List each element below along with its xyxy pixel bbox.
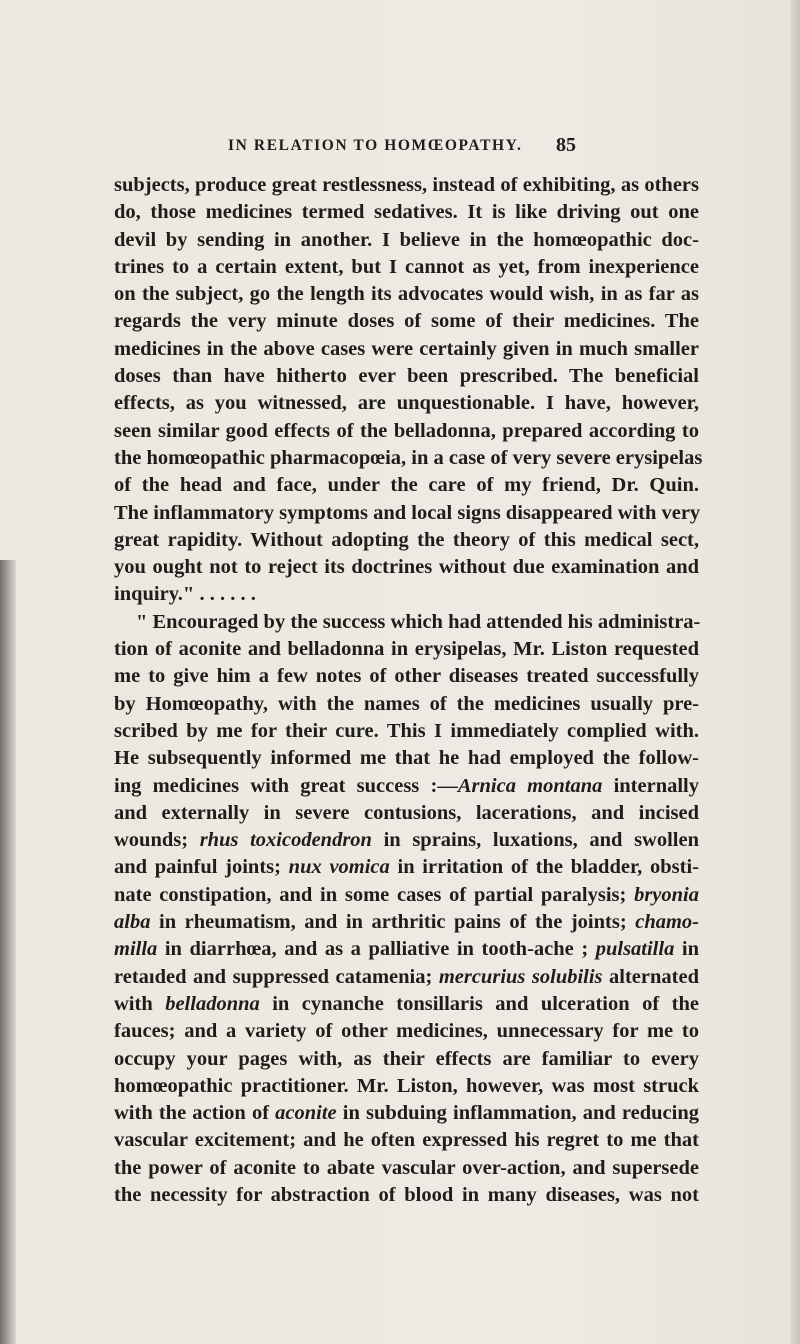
italic-term: nux vomica bbox=[288, 856, 390, 879]
text-segment: The inflammatory symptoms and local signs disappeared with very bbox=[114, 501, 701, 524]
italic-term: pulsatilla bbox=[595, 938, 675, 961]
text-line bbox=[114, 1155, 699, 1182]
text-segment: alternated bbox=[602, 965, 699, 988]
text-segment: in sprains, luxations, and swollen bbox=[371, 829, 699, 852]
text-line bbox=[114, 854, 699, 881]
text-line bbox=[114, 390, 699, 417]
text-segment: nate constipation, and in some cases of partial paralysis; bbox=[114, 883, 635, 906]
text-segment: in cynanche tonsillaris and ulceration of the bbox=[259, 992, 699, 1015]
text-line bbox=[114, 336, 699, 363]
text-line bbox=[114, 445, 703, 472]
text-line bbox=[114, 527, 699, 554]
text-line bbox=[114, 800, 699, 827]
page-right-edge bbox=[790, 0, 800, 1344]
text-line bbox=[114, 172, 699, 199]
italic-term: milla bbox=[114, 938, 158, 961]
text-segment: scribed by me for their cure. This I immediately complied with. bbox=[114, 719, 699, 742]
text-line bbox=[114, 1018, 699, 1045]
italic-term: aconite bbox=[275, 1102, 337, 1125]
italic-term: bryonia bbox=[634, 883, 699, 906]
text-line bbox=[114, 581, 699, 608]
italic-term: alba bbox=[114, 911, 151, 934]
page-left-edge-shadow bbox=[0, 560, 16, 1344]
page-number: 85 bbox=[556, 134, 576, 156]
text-line bbox=[114, 882, 699, 909]
text-segment: and externally in severe contusions, lacerations, and incised bbox=[114, 801, 699, 824]
italic-term: chamo- bbox=[635, 911, 699, 934]
text-line bbox=[114, 691, 699, 718]
text-line bbox=[114, 636, 699, 663]
text-segment: internally bbox=[602, 774, 699, 797]
text-segment: doses than have hitherto ever been prescribed. The beneficial bbox=[114, 365, 699, 388]
text-line bbox=[114, 718, 699, 745]
italic-term: Arnica montana bbox=[457, 774, 603, 797]
text-line bbox=[114, 1127, 699, 1154]
text-segment: seen similar good effects of the belladonna, prepared according to bbox=[114, 419, 699, 442]
text-segment: vascular excitement; and he often expressed his regret to me that bbox=[114, 1129, 699, 1152]
text-segment: the necessity for abstraction of blood in many diseases, was not bbox=[114, 1183, 699, 1206]
text-segment: on the subject, go the length its advocates would wish, in as far as bbox=[114, 283, 699, 306]
text-segment: in subduing inflammation, and reducing bbox=[336, 1102, 699, 1125]
italic-term: mercurius solubilis bbox=[438, 965, 603, 988]
text-line bbox=[114, 964, 699, 991]
text-segment: in irritation of the bladder, obsti- bbox=[389, 856, 699, 879]
text-line bbox=[114, 991, 699, 1018]
text-line bbox=[114, 745, 699, 772]
text-segment: with bbox=[114, 992, 166, 1015]
text-segment: me to give him a few notes of other diseases treated successfully bbox=[114, 665, 699, 688]
text-segment: the power of aconite to abate vascular over-action, and supersede bbox=[114, 1156, 699, 1179]
text-segment: of the head and face, under the care of my friend, Dr. Quin. bbox=[114, 474, 699, 497]
text-segment: tion of aconite and belladonna in erysipelas, Mr. Liston requested bbox=[114, 638, 699, 661]
text-segment: great rapidity. Without adopting the theory of this medical sect, bbox=[114, 528, 699, 551]
text-segment: homœopathic practitioner. Mr. Liston, however, was most struck bbox=[114, 1074, 699, 1097]
italic-term: rhus toxicodendron bbox=[199, 829, 372, 852]
text-segment: medicines in the above cases were certainly given in much smaller bbox=[114, 337, 699, 360]
text-segment: by Homœopathy, with the names of the medicines usually pre- bbox=[114, 692, 699, 715]
text-line bbox=[114, 199, 699, 226]
text-segment: in bbox=[674, 938, 699, 961]
text-segment: the homœopathic pharmacopœia, in a case of very severe erysipelas bbox=[114, 446, 703, 469]
text-line bbox=[114, 1100, 699, 1127]
text-line bbox=[114, 663, 699, 690]
text-segment: retaıded and suppressed catamenia; bbox=[114, 965, 439, 988]
text-line bbox=[114, 281, 699, 308]
text-line bbox=[114, 363, 699, 390]
text-segment: effects, as you witnessed, are unquestionable. I have, however, bbox=[114, 392, 699, 415]
text-line bbox=[114, 1073, 699, 1100]
text-segment: and painful joints; bbox=[114, 856, 289, 879]
text-line bbox=[114, 609, 699, 636]
text-segment: you ought not to reject its doctrines without due examination and bbox=[114, 556, 699, 579]
text-segment: " Encouraged by the success which had attended his administra- bbox=[136, 610, 701, 633]
text-line bbox=[114, 554, 699, 581]
text-segment: regards the very minute doses of some of their medicines. The bbox=[114, 310, 699, 333]
text-segment: devil by sending in another. I believe in the homœopathic doc- bbox=[114, 228, 699, 251]
running-head bbox=[0, 134, 800, 167]
text-segment: with the action of bbox=[114, 1102, 276, 1125]
text-segment: in diarrhœa, and as a palliative in tooth-ache ; bbox=[157, 938, 596, 961]
text-segment: inquiry." . . . . . . bbox=[114, 583, 256, 606]
text-segment: ing medicines with great success :— bbox=[114, 774, 458, 797]
text-line bbox=[114, 472, 699, 499]
running-head-title: IN RELATION TO HOMŒOPATHY. bbox=[228, 137, 523, 154]
text-line bbox=[114, 418, 699, 445]
text-segment: subjects, produce great restlessness, instead of exhibiting, as others bbox=[114, 174, 699, 196]
italic-term: belladonna bbox=[165, 992, 260, 1015]
body-text bbox=[114, 172, 703, 1209]
text-line bbox=[114, 1182, 699, 1209]
text-segment: in rheumatism, and in arthritic pains of the joints; bbox=[150, 911, 636, 934]
text-line bbox=[114, 227, 699, 254]
text-segment: fauces; and a variety of other medicines, unnecessary for me to bbox=[114, 1020, 699, 1043]
text-segment: do, those medicines termed sedatives. It is like driving out one bbox=[114, 201, 699, 224]
text-line bbox=[114, 827, 699, 854]
text-line bbox=[114, 909, 699, 936]
text-segment: occupy your pages with, as their effects are familiar to every bbox=[114, 1047, 699, 1070]
text-line bbox=[114, 936, 699, 963]
text-line bbox=[114, 254, 699, 281]
text-line bbox=[114, 308, 699, 335]
text-line bbox=[114, 773, 699, 800]
text-line bbox=[114, 500, 699, 527]
text-segment: He subsequently informed me that he had employed the follow- bbox=[114, 747, 699, 770]
text-line bbox=[114, 1046, 699, 1073]
text-segment: trines to a certain extent, but I cannot as yet, from inexperience bbox=[114, 255, 699, 278]
text-segment: wounds; bbox=[114, 829, 200, 852]
